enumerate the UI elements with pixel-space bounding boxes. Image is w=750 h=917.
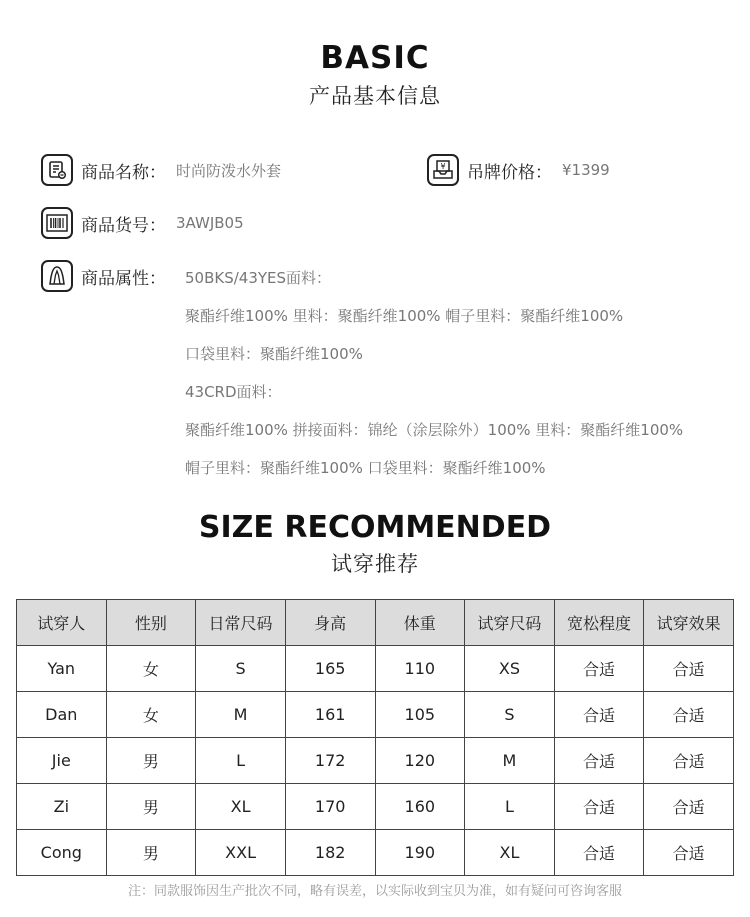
basic-title: BASIC [320, 40, 430, 76]
table-cell: M [196, 692, 286, 738]
attr-line: 50BKS/43YES面料： [185, 269, 332, 287]
table-cell: Cong [17, 830, 107, 876]
product-name-label: 商品名称： [81, 162, 166, 183]
table-cell: 161 [285, 692, 375, 738]
table-cell: 182 [285, 830, 375, 876]
sku-row [41, 207, 244, 239]
table-cell: 172 [285, 738, 375, 784]
price-label: 吊牌价格： [467, 162, 552, 183]
attr-row [41, 260, 166, 292]
table-row [17, 830, 734, 876]
table-cell: 合适 [644, 646, 734, 692]
table-cell: L [465, 784, 555, 830]
table-cell: XXL [196, 830, 286, 876]
fabric-icon [41, 260, 73, 292]
attr-line: 43CRD面料： [185, 383, 282, 401]
table-cell: L [196, 738, 286, 784]
header-cell: 日常尺码 [196, 600, 286, 646]
header-cell: 试穿尺码 [465, 600, 555, 646]
table-cell: 120 [375, 738, 465, 784]
barcode-icon [41, 207, 73, 239]
price-value: ¥1399 [562, 161, 610, 179]
table-cell: 合适 [554, 738, 644, 784]
price-row [427, 154, 610, 186]
table-cell: Dan [17, 692, 107, 738]
header-cell: 试穿效果 [644, 600, 734, 646]
table-row [17, 784, 734, 830]
header-cell: 性别 [106, 600, 196, 646]
table-cell: Jie [17, 738, 107, 784]
table-cell: 合适 [644, 830, 734, 876]
table-row [17, 646, 734, 692]
attr-line: 聚酯纤维100% 拼接面料：锦纶（涂层除外）100% 里料：聚酯纤维100% [185, 421, 684, 439]
document-icon [41, 154, 73, 186]
size-subtitle: 试穿推荐 [331, 552, 419, 576]
table-cell: 合适 [554, 692, 644, 738]
price-tag-icon [427, 154, 459, 186]
table-cell: XS [465, 646, 555, 692]
table-cell: 165 [285, 646, 375, 692]
table-cell: 110 [375, 646, 465, 692]
table-cell: 合适 [644, 784, 734, 830]
table-cell: 合适 [644, 692, 734, 738]
table-cell: 190 [375, 830, 465, 876]
table-cell: 170 [285, 784, 375, 830]
table-cell: 女 [106, 692, 196, 738]
table-cell: 男 [106, 738, 196, 784]
header-cell: 体重 [375, 600, 465, 646]
table-cell: 105 [375, 692, 465, 738]
sku-label: 商品货号： [81, 215, 166, 236]
table-cell: S [465, 692, 555, 738]
product-name-value: 时尚防泼水外套 [176, 161, 282, 180]
table-cell: M [465, 738, 555, 784]
table-row [17, 692, 734, 738]
table-cell: 合适 [644, 738, 734, 784]
table-cell: 男 [106, 784, 196, 830]
price-icon-glyph: ¥ [440, 162, 446, 171]
table-cell: Yan [17, 646, 107, 692]
table-cell: 合适 [554, 784, 644, 830]
attr-line: 口袋里料：聚酯纤维100% [185, 345, 363, 363]
table-cell: 160 [375, 784, 465, 830]
basic-subtitle: 产品基本信息 [309, 84, 441, 108]
header-cell: 试穿人 [17, 600, 107, 646]
header-cell: 宽松程度 [554, 600, 644, 646]
table-header-row [17, 600, 734, 646]
size-table [16, 599, 734, 876]
table-cell: 男 [106, 830, 196, 876]
table-cell: 女 [106, 646, 196, 692]
product-name-row [41, 154, 281, 186]
table-cell: Zi [17, 784, 107, 830]
size-title: SIZE RECOMMENDED [198, 510, 552, 545]
table-row [17, 738, 734, 784]
table-cell: XL [465, 830, 555, 876]
footer-note: 注：同款服饰因生产批次不同，略有误差，以实际收到宝贝为准，如有疑问可咨询客服 [127, 884, 622, 899]
table-cell: XL [196, 784, 286, 830]
attr-line: 帽子里料：聚酯纤维100% 口袋里料：聚酯纤维100% [185, 459, 546, 477]
attr-label: 商品属性： [81, 268, 166, 289]
table-cell: 合适 [554, 830, 644, 876]
sku-value: 3AWJB05 [176, 214, 244, 232]
header-cell: 身高 [285, 600, 375, 646]
attr-line: 聚酯纤维100% 里料：聚酯纤维100% 帽子里料：聚酯纤维100% [185, 307, 624, 325]
table-cell: 合适 [554, 646, 644, 692]
table-cell: S [196, 646, 286, 692]
